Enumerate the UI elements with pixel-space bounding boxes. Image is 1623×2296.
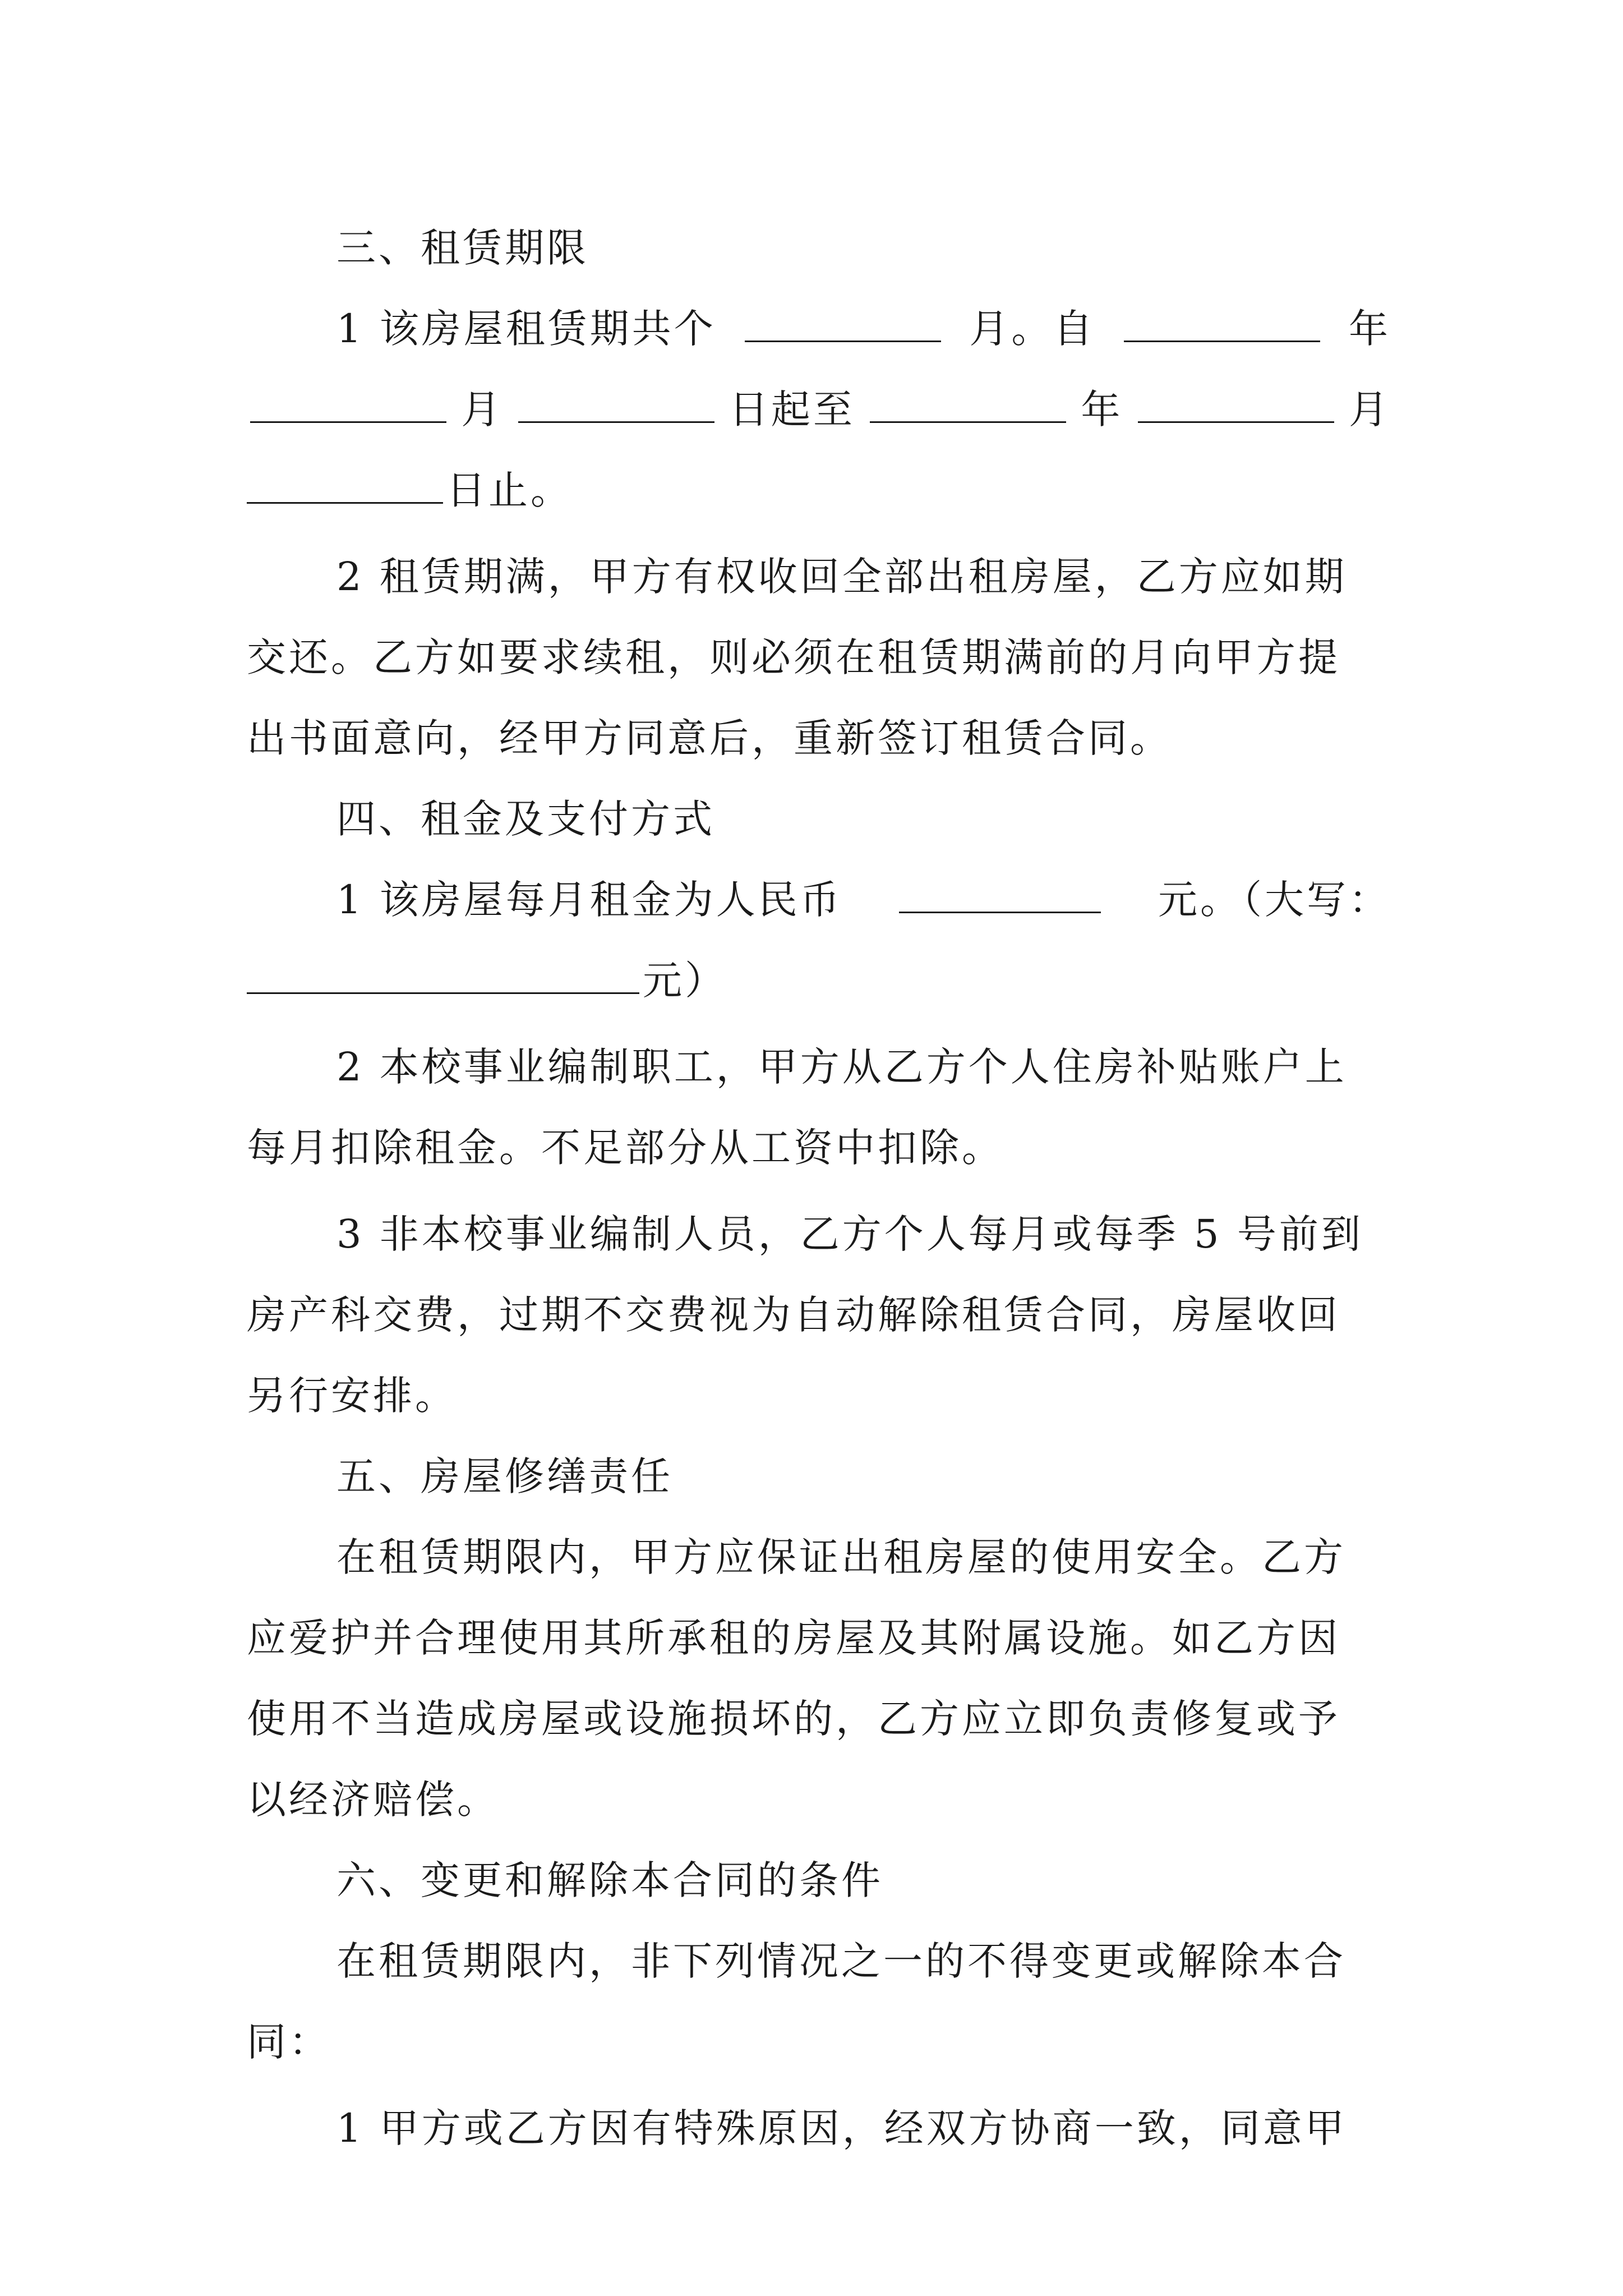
- end-month-blank[interactable]: [1138, 382, 1334, 423]
- rent-text-b: 元。（大写：: [1158, 877, 1391, 923]
- rent-text-a: 1 该房屋每月租金为人民币: [336, 877, 842, 923]
- paragraph-line: 交还。乙方如要求续租，则必须在租赁期满前的月向甲方提: [247, 634, 1340, 680]
- months-blank[interactable]: [745, 301, 941, 342]
- lease-term-text-d: 月: [461, 386, 504, 432]
- paragraph-line: 3 非本校事业编制人员，乙方个人每月或每季 5 号前到: [336, 1211, 1363, 1257]
- paragraph-line: 以经济赔偿。: [247, 1777, 499, 1823]
- lease-term-text-g: 月: [1348, 386, 1391, 432]
- lease-term-text-e: 日起至: [728, 386, 855, 432]
- lease-term-text-h: 日止。: [446, 467, 573, 513]
- paragraph-line: 同：: [247, 2019, 331, 2065]
- lease-term-text-b: 月。自: [969, 306, 1096, 352]
- paragraph-line: 应爱护并合理使用其所承租的房屋及其附属设施。如乙方因: [247, 1615, 1340, 1661]
- end-year-blank[interactable]: [870, 382, 1066, 423]
- document-body: [247, 208, 1391, 2169]
- paragraph-line: 1 甲方或乙方因有特殊原因，经双方协商一致，同意甲: [336, 2105, 1347, 2151]
- end-day-blank[interactable]: [247, 463, 443, 504]
- rent-amount-blank[interactable]: [899, 872, 1101, 913]
- rent-amount-line-1: [247, 859, 1391, 940]
- start-day-blank[interactable]: [518, 382, 714, 423]
- lease-term-text-c: 年: [1348, 306, 1391, 352]
- paragraph-line: 出书面意向，经甲方同意后，重新签订租赁合同。: [247, 715, 1172, 761]
- rent-text-c: 元）: [643, 958, 727, 1004]
- paragraph-line: 另行安排。: [247, 1373, 457, 1419]
- lease-term-text-f: 年: [1081, 386, 1123, 432]
- start-month-blank[interactable]: [250, 382, 446, 423]
- section-heading-lease-term: 三、租赁期限: [336, 225, 589, 271]
- section-heading-repair: 五、房屋修缮责任: [336, 1453, 673, 1499]
- paragraph-line: 房产科交费，过期不交费视为自动解除租赁合同，房屋收回: [247, 1292, 1340, 1338]
- paragraph-line: 2 租赁期满，甲方有权收回全部出租房屋，乙方应如期: [336, 554, 1347, 600]
- section-heading-rent-payment: 四、租金及支付方式: [336, 796, 715, 842]
- paragraph-line: 在租赁期限内，甲方应保证出租房屋的使用安全。乙方: [336, 1534, 1346, 1580]
- paragraph-line: 2 本校事业编制职工，甲方从乙方个人住房补贴账户上: [336, 1044, 1347, 1090]
- lease-term-text-a: 1 该房屋租赁期共个: [336, 306, 716, 352]
- rent-amount-words-blank[interactable]: [247, 953, 639, 994]
- rent-amount-line-2: [247, 940, 1391, 1021]
- paragraph-line: 使用不当造成房屋或设施损坏的，乙方应立即负责修复或予: [247, 1696, 1340, 1742]
- lease-term-line-1: [247, 288, 1391, 369]
- paragraph-line: 每月扣除租金。不足部分从工资中扣除。: [247, 1125, 1004, 1171]
- paragraph-line: 在租赁期限内，非下列情况之一的不得变更或解除本合: [336, 1938, 1346, 1984]
- lease-term-line-2: [247, 369, 1391, 450]
- section-heading-change-termination: 六、变更和解除本合同的条件: [336, 1857, 883, 1903]
- lease-term-line-3: [247, 450, 1391, 531]
- start-year-blank[interactable]: [1124, 301, 1320, 342]
